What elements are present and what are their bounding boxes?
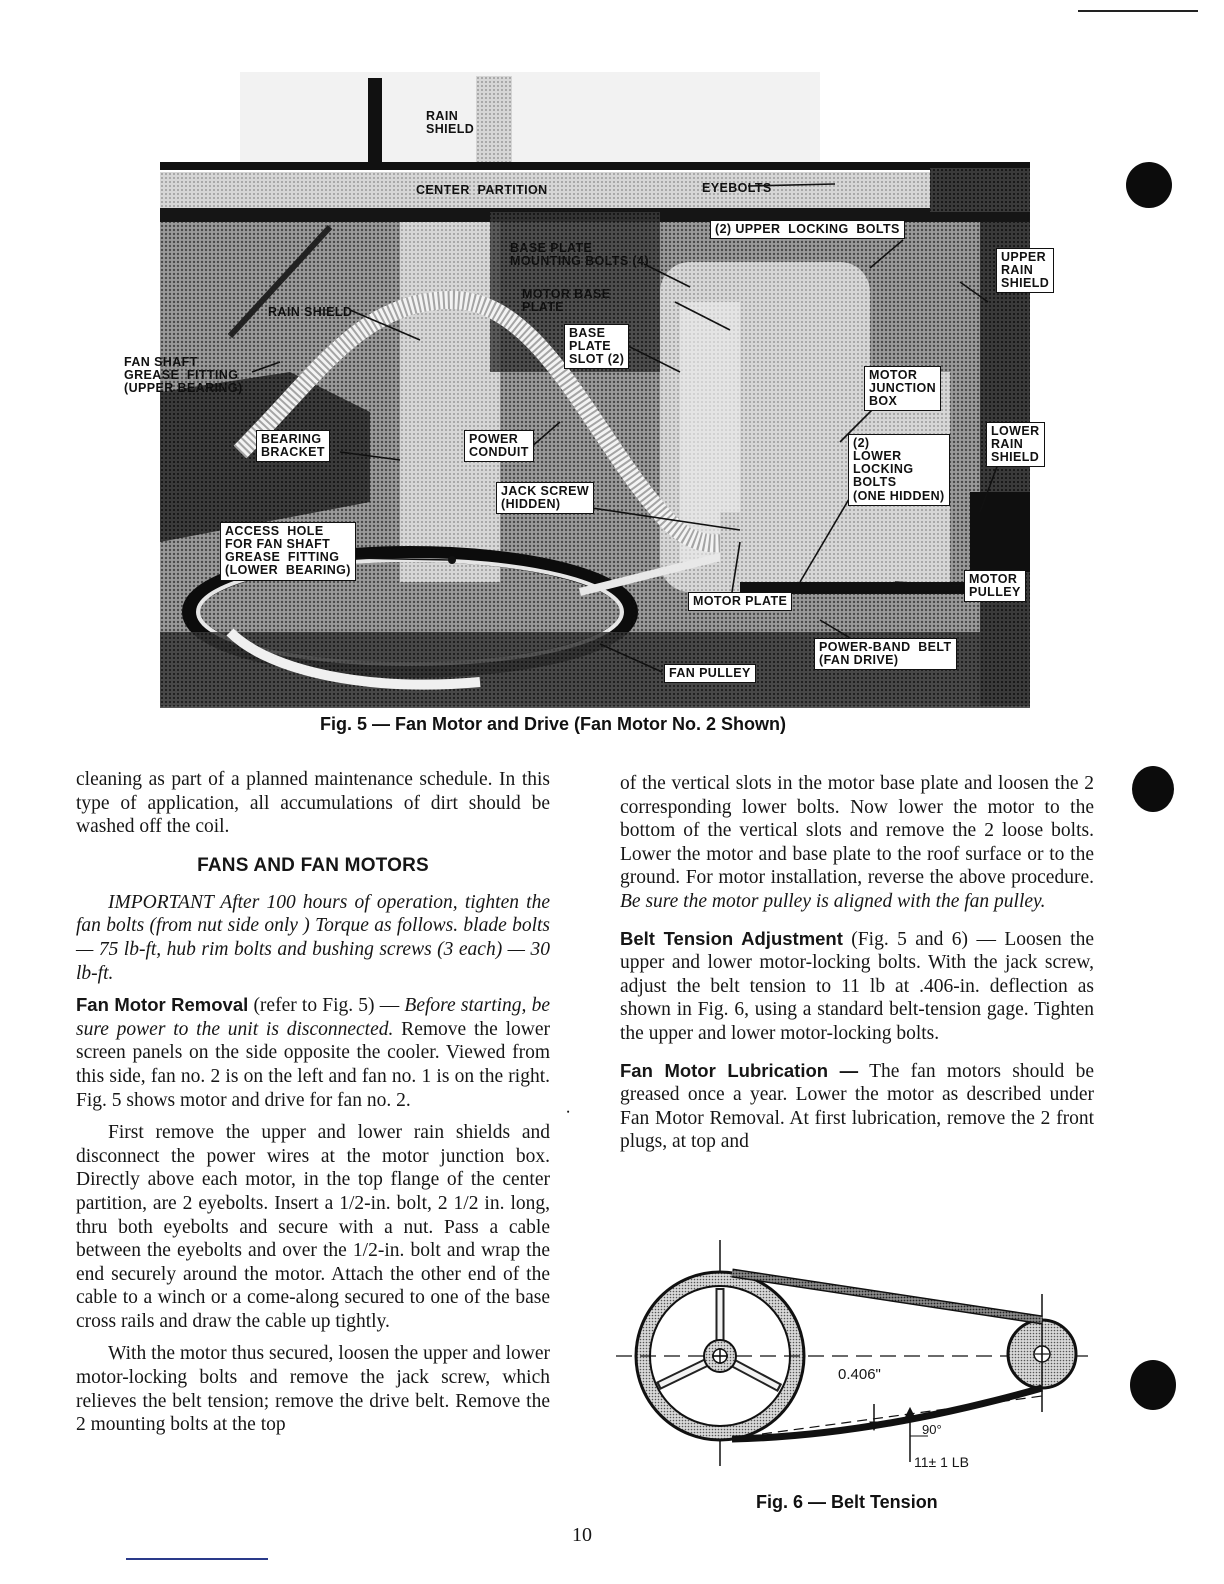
fan-motor-removal-paragraph [76, 994, 550, 1112]
continued-text: of the vertical slots in the motor base plate and loosen the 2 corresponding lower bolts. Now lower the motor to the bottom of the vertical slots and remove the 2 loose bolts. Lower the motor and base plate to the roof surface or to the ground. For motor installation, reverse the above procedure. [620, 773, 1094, 889]
label-power-band-belt: POWER-BAND BELT (FAN DRIVE) [814, 638, 957, 670]
label-eyebolts: EYEBOLTS [702, 181, 772, 195]
punch-hole [1130, 1360, 1176, 1410]
label-fan-shaft-grease-fitting: FAN SHAFT GREASE FITTING (UPPER BEARING) [124, 355, 243, 396]
punch-hole [1126, 162, 1172, 208]
belt-tension-paragraph [620, 928, 1094, 1046]
label-upper-rain-shield: UPPER RAIN SHIELD [996, 248, 1054, 293]
run-in-heading: Fan Motor Lubrication — [620, 1059, 859, 1081]
bottom-rule [126, 1558, 268, 1560]
label-access-hole: ACCESS HOLE FOR FAN SHAFT GREASE FITTING (LOWER BEARING) [220, 522, 356, 581]
paragraph [620, 772, 1094, 914]
removal-text: Remove the lower screen panels on the side opposite the cooler. Viewed from this side, fan no. 2 is on the left and fan no. 1 is on the right. Fig. 5 shows motor and drive for fan no. 2. [76, 1018, 550, 1111]
label-rain-shield-top: RAIN SHIELD [426, 109, 475, 137]
lubrication-paragraph [620, 1060, 1094, 1154]
lube-text: The fan motors should be greased once a year. Lower the motor as described under Fan Motor Removal. At first lubrication, remove the 2 front plugs, at top and [620, 1060, 1094, 1153]
label-lower-rain-shield: LOWER RAIN SHIELD [986, 422, 1045, 467]
label-base-plate-slot: BASE PLATE SLOT (2) [564, 324, 629, 369]
label-bearing-bracket: BEARING BRACKET [256, 430, 330, 462]
top-rule [1078, 10, 1198, 12]
belt-text: (Fig. 5 and 6) — Loosen the upper and lower motor-locking bolts. With the jack screw, adjust the belt tension to 11 lb at .406-in. deflection as shown in Fig. 6, using a standard belt-tension gage. Tighten the upper and lower motor-locking bolts. [620, 928, 1094, 1044]
important-text: IMPORTANT After 100 hours of operation, tighten the fan bolts (from nut side only ) Torque as follows. blade bolts — 75 lb-ft, hub rim bolts and bushing screws (3 each) — 30 lb-ft. [76, 891, 550, 984]
important-note [76, 891, 550, 985]
label-fan-pulley: FAN PULLEY [664, 664, 756, 683]
label-upper-locking-bolts: (2) UPPER LOCKING BOLTS [710, 220, 905, 239]
label-motor-pulley: MOTOR PULLEY [964, 570, 1026, 602]
removal-ref: (refer to Fig. 5) — [248, 995, 405, 1017]
belt-tension-diagram [612, 1236, 1102, 1486]
figure-5-photo [120, 72, 1050, 708]
label-base-plate-mounting-bolts: BASE PLATE MOUNTING BOLTS (4) [510, 241, 649, 269]
run-in-heading: Belt Tension Adjustment [620, 927, 843, 949]
margin-mark: ⸳ [566, 1102, 571, 1119]
label-motor-base-plate: MOTOR BASE PLATE [522, 287, 611, 315]
alignment-note: Be sure the motor pulley is aligned with the fan pulley. [620, 890, 1046, 912]
angle-label: 90° [922, 1422, 942, 1437]
section-heading: FANS AND FAN MOTORS [197, 854, 429, 876]
run-in-heading: Fan Motor Removal [76, 994, 249, 1016]
label-motor-plate: MOTOR PLATE [688, 592, 792, 611]
label-motor-junction-box: MOTOR JUNCTION BOX [864, 366, 941, 411]
paragraph: First remove the upper and lower rain shields and disconnect the power wires at the motor junction box. Directly above each motor, in the top flange of the center partition, are 2 eyebolts. Insert a 1/2-in. bolt, 2 1/2 in. long, thru both eyebolts and secure with a nut. Pass a cable between the eyebolts and over the 1/2-in. bolt and wrap the end securely around the motor. Attach the other end of the cable to a winch or a come-along secured to one of the base cross rails and draw the cable up tightly. [76, 1122, 550, 1332]
figure-6-diagram [612, 1236, 1102, 1486]
label-lower-locking-bolts: (2) LOWER LOCKING BOLTS (ONE HIDDEN) [848, 434, 950, 506]
punch-hole [1132, 766, 1174, 812]
figure-5-caption: Fig. 5 — Fan Motor and Drive (Fan Motor No. 2 Shown) [320, 714, 786, 734]
right-column [620, 772, 1094, 1163]
deflection-label: 0.406" [838, 1366, 881, 1383]
left-column [76, 768, 550, 1446]
force-label: 11± 1 LB [914, 1454, 969, 1470]
label-rain-shield: RAIN SHIELD [268, 305, 353, 319]
paragraph: With the motor thus secured, loosen the upper and lower motor-locking bolts and remove the jack screw, which relieves the belt tension; remove the drive belt. Remove the 2 mounting bolts at the top [76, 1343, 550, 1436]
label-power-conduit: POWER CONDUIT [464, 430, 534, 462]
removal-warning: Before starting, be sure power to the unit is disconnected. [76, 995, 550, 1040]
label-center-partition: CENTER PARTITION [416, 183, 548, 197]
label-jack-screw: JACK SCREW (HIDDEN) [496, 482, 594, 514]
paragraph: cleaning as part of a planned maintenance schedule. In this type of application, all accumulations of dirt should be washed off the coil. [76, 769, 550, 838]
figure-6-caption: Fig. 6 — Belt Tension [756, 1492, 938, 1512]
page-number: 10 [572, 1524, 592, 1546]
